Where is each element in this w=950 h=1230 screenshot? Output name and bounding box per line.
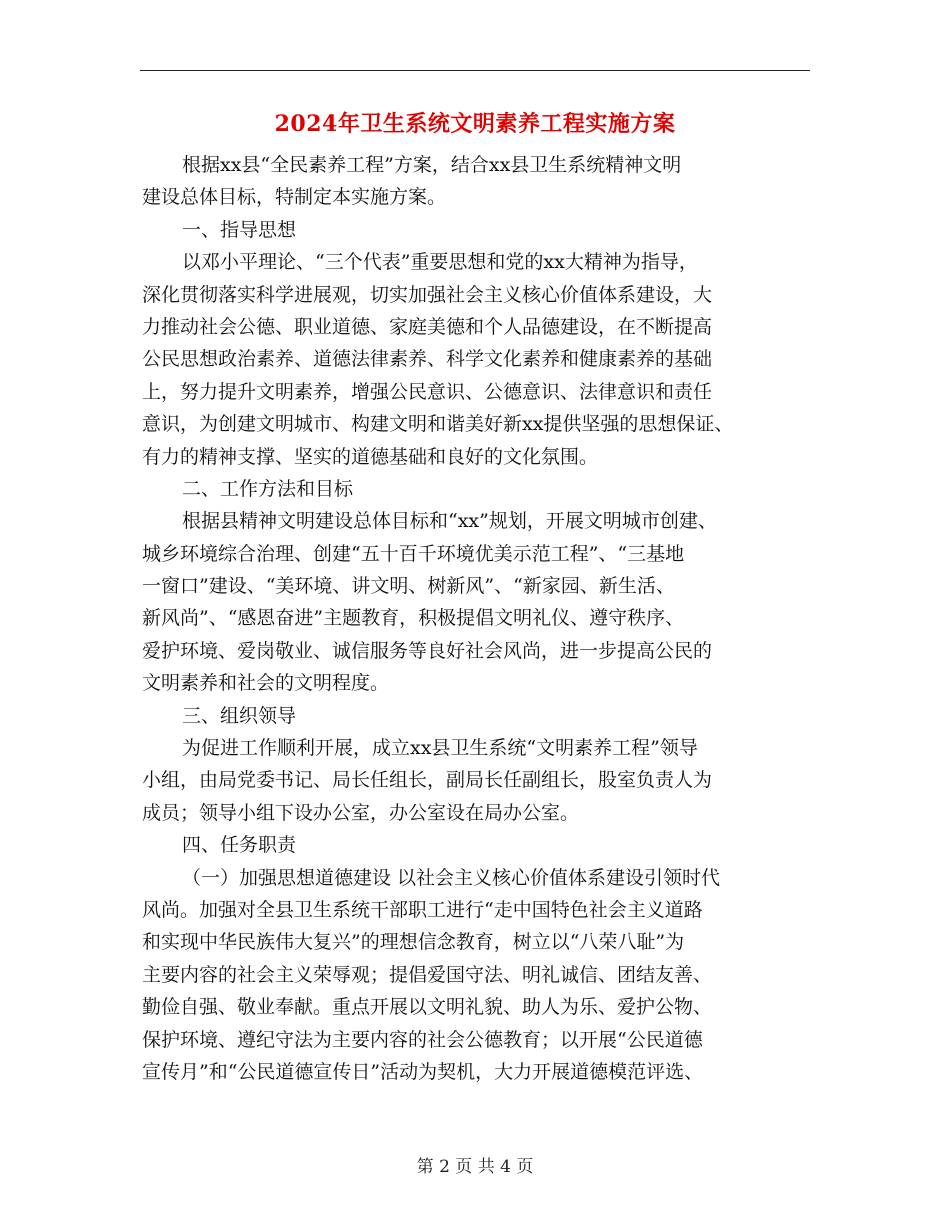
body-line: 宣传月”和“公民道德宣传日”活动为契机，大力开展道德模范评选、 [142, 1060, 704, 1083]
body-line: 上，努力提升文明素养，增强公民意识、公德意识、法律意识和责任 [142, 380, 713, 403]
document-body [142, 149, 822, 1088]
body-line: 风尚。加强对全县卫生系统干部职工进行“走中国特色社会主义道路 [142, 898, 703, 921]
body-line: 力推动社会公德、职业道德、家庭美德和个人品德建设，在不断提高 [142, 315, 713, 338]
body-line: 为促进工作顺利开展，成立xx县卫生系统“文明素养工程”领导 [182, 737, 698, 760]
body-line: 新风尚”、“感恩奋进”主题教育，积极提倡文明礼仪、遵守秩序、 [142, 607, 685, 630]
body-line: 以邓小平理论、“三个代表”重要思想和党的xx大精神为指导， [182, 251, 698, 274]
body-line: 小组，由局党委书记、局长任组长，副局长任副组长，股室负责人为 [142, 769, 713, 792]
page-footer: 第 2 页 共 4 页 [416, 1157, 534, 1177]
body-line: 成员；领导小组下设办公室，办公室设在局办公室。 [142, 801, 580, 824]
section-heading: 一、指导思想 [182, 218, 297, 241]
body-line: 主要内容的社会主义荣辱观；提倡爱国守法、明礼诚信、团结友善、 [142, 963, 713, 986]
body-line: 意识，为创建文明城市、构建文明和谐美好新xx提供坚强的思想保证、 [142, 413, 734, 436]
header-rule [140, 70, 810, 71]
body-line: 有力的精神支撑、坚实的道德基础和良好的文化氛围。 [142, 445, 599, 468]
body-line: 根据xx县“全民素养工程”方案，结合xx县卫生系统精神文明 [182, 154, 682, 176]
section-heading: 三、组织领导 [182, 704, 297, 727]
body-line: 公民思想政治素养、道德法律素养、科学文化素养和健康素养的基础 [142, 348, 713, 371]
body-line: 爱护环境、爱岗敬业、诚信服务等良好社会风尚，进一步提高公民的 [142, 639, 713, 662]
body-line: 深化贯彻落实科学进展观，切实加强社会主义核心价值体系建设，大 [142, 283, 713, 306]
subsection-line: （一）加强思想道德建设 以社会主义核心价值体系建设引领时代 [182, 866, 721, 889]
body-line: 建设总体目标，特制定本实施方案。 [142, 186, 447, 209]
body-line: 根据县精神文明建设总体目标和“xx”规划，开展文明城市创建、 [182, 510, 717, 533]
body-line: 和实现中华民族伟大复兴”的理想信念教育，树立以“八荣八耻”为 [142, 931, 685, 954]
section-heading: 四、任务职责 [182, 834, 297, 857]
body-line: 城乡环境综合治理、创建“五十百千环境优美示范工程”、“三基地 [142, 542, 685, 565]
body-line: 一窗口”建设、“美环境、讲文明、树新风”、“新家园、新生活、 [142, 575, 675, 598]
body-line: 文明素养和社会的文明程度。 [142, 672, 390, 695]
section-heading: 二、工作方法和目标 [182, 477, 354, 500]
document-title: 2024年卫生系统文明素养工程实施方案 [274, 111, 676, 137]
body-line: 勤俭自强、敬业奉献。重点开展以文明礼貌、助人为乐、爱护公物、 [142, 996, 713, 1019]
body-line: 保护环境、遵纪守法为主要内容的社会公德教育；以开展“公民道德 [142, 1028, 703, 1051]
